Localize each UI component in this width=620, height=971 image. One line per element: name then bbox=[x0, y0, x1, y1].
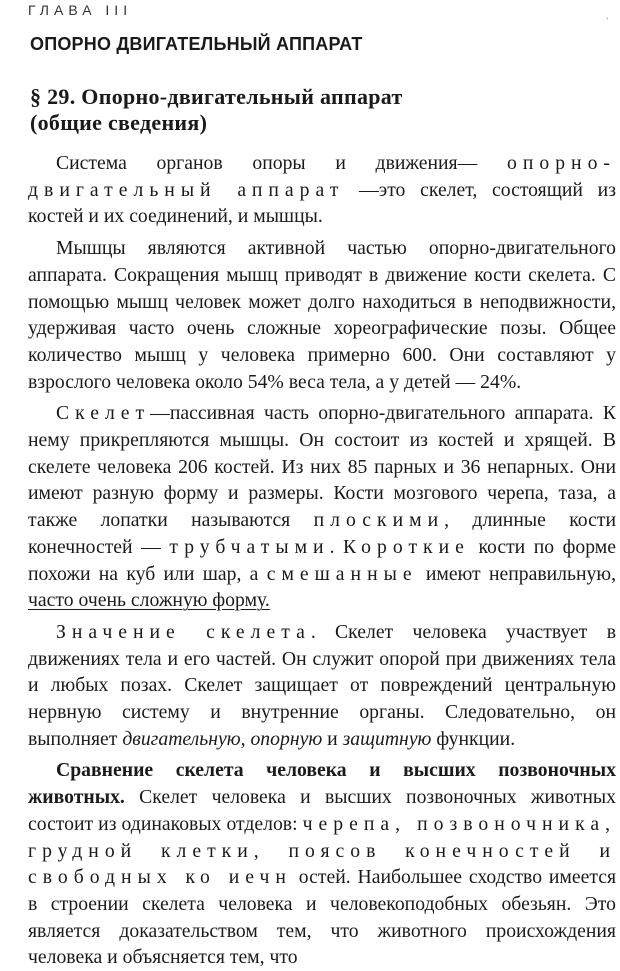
spaced-term: смешанные bbox=[266, 562, 418, 585]
body-text bbox=[28, 150, 616, 971]
bold-heading: Сравнение скелета человека и высших позвоночных животных. bbox=[28, 759, 616, 809]
section-title-line-2: (общие сведения) bbox=[30, 110, 208, 135]
paragraph-muscles bbox=[28, 235, 616, 395]
paragraph-skeleton bbox=[28, 400, 616, 614]
text-span: и bbox=[322, 727, 343, 750]
spaced-term: Короткие bbox=[343, 535, 470, 558]
spaced-term: плоскими bbox=[313, 509, 445, 532]
text-span: ост bbox=[291, 866, 327, 889]
paragraph-comparison bbox=[28, 757, 616, 971]
spaced-term: Скелет bbox=[56, 402, 151, 425]
text-span: —это скелет, состоящий из костей и их соединений, и мышцы. bbox=[28, 178, 616, 228]
chapter-title: ОПОРНО ДВИГАТЕЛЬНЫЙ АППАРАТ bbox=[30, 34, 363, 54]
spaced-term: опорно-двигательный аппарат bbox=[28, 152, 616, 201]
spaced-term: Значение скелета bbox=[56, 620, 311, 643]
italic-term: двигательную, bbox=[122, 727, 246, 750]
text-span: Скелет человека и высших позвоночных животных состоит из одинаковых отделов: bbox=[28, 786, 616, 835]
text-span: Мышцы являются активной частью опорно-двигательного аппарата. Сокращения мышц приводят в движение кости скелета. С помощью мышц человек может долго находиться в неподвижности, удерживая часто очень сложные хореографические позы. Общее количество мышц у человека примерно 600. Они составляют у взрослого человека около 54% веса тела, а у детей — 24%. bbox=[28, 237, 616, 393]
italic-term: защитную bbox=[342, 727, 432, 750]
text-span: функции. bbox=[431, 727, 516, 750]
chapter-label: ГЛАВА III bbox=[28, 2, 133, 18]
corner-mark: ' bbox=[606, 16, 608, 26]
underlined-text: часто очень сложную форму. bbox=[28, 589, 270, 612]
text-span: . Скелет человека участвует в движениях тела и его частей. Он служит опорой при движениях тела и любых позах. Скелет защищает от повреждений центральную нервную систему и внутренние органы. Следовательно, он выполняет bbox=[28, 620, 616, 750]
text-span: . bbox=[329, 535, 344, 558]
text-span: имеют неправильную, bbox=[417, 562, 616, 585]
paragraph-skeleton-function bbox=[28, 619, 616, 753]
text-span: Система органов опоры и движения— bbox=[56, 152, 507, 174]
paragraph-musculoskeletal-system bbox=[28, 150, 616, 230]
spaced-term: трубчатыми bbox=[169, 535, 330, 558]
text-span: , длинные кости конечностей — bbox=[28, 509, 616, 558]
section-title-line-1: § 29. Опорно-двигательный аппарат bbox=[30, 84, 403, 109]
spaced-term: черепа, позвоночника, грудной клетки, поясов конечностей и свободных ко иечн bbox=[28, 812, 616, 889]
section-title bbox=[30, 84, 403, 136]
text-span: ей. Наибольшее сходство имеется в строении скелета человека и человекоподобных обезьян. Это является доказательством тем, что животного происхождения человека и объясняется тем, что bbox=[28, 866, 616, 969]
text-span: кости по форме похожи на куб или шар, а bbox=[28, 535, 616, 585]
text-span: —пассивная часть опорно-двигательного аппарата. К нему прикрепляются мышцы. Он состоит из костей и хрящей. В скелете человека 206 костей. Из них 85 парных и 36 непарных. Они имеют разную форму и размеры. Кости мозгового черепа, таза, а также лопатки называются bbox=[28, 402, 616, 532]
italic-term: опорную bbox=[250, 727, 323, 750]
